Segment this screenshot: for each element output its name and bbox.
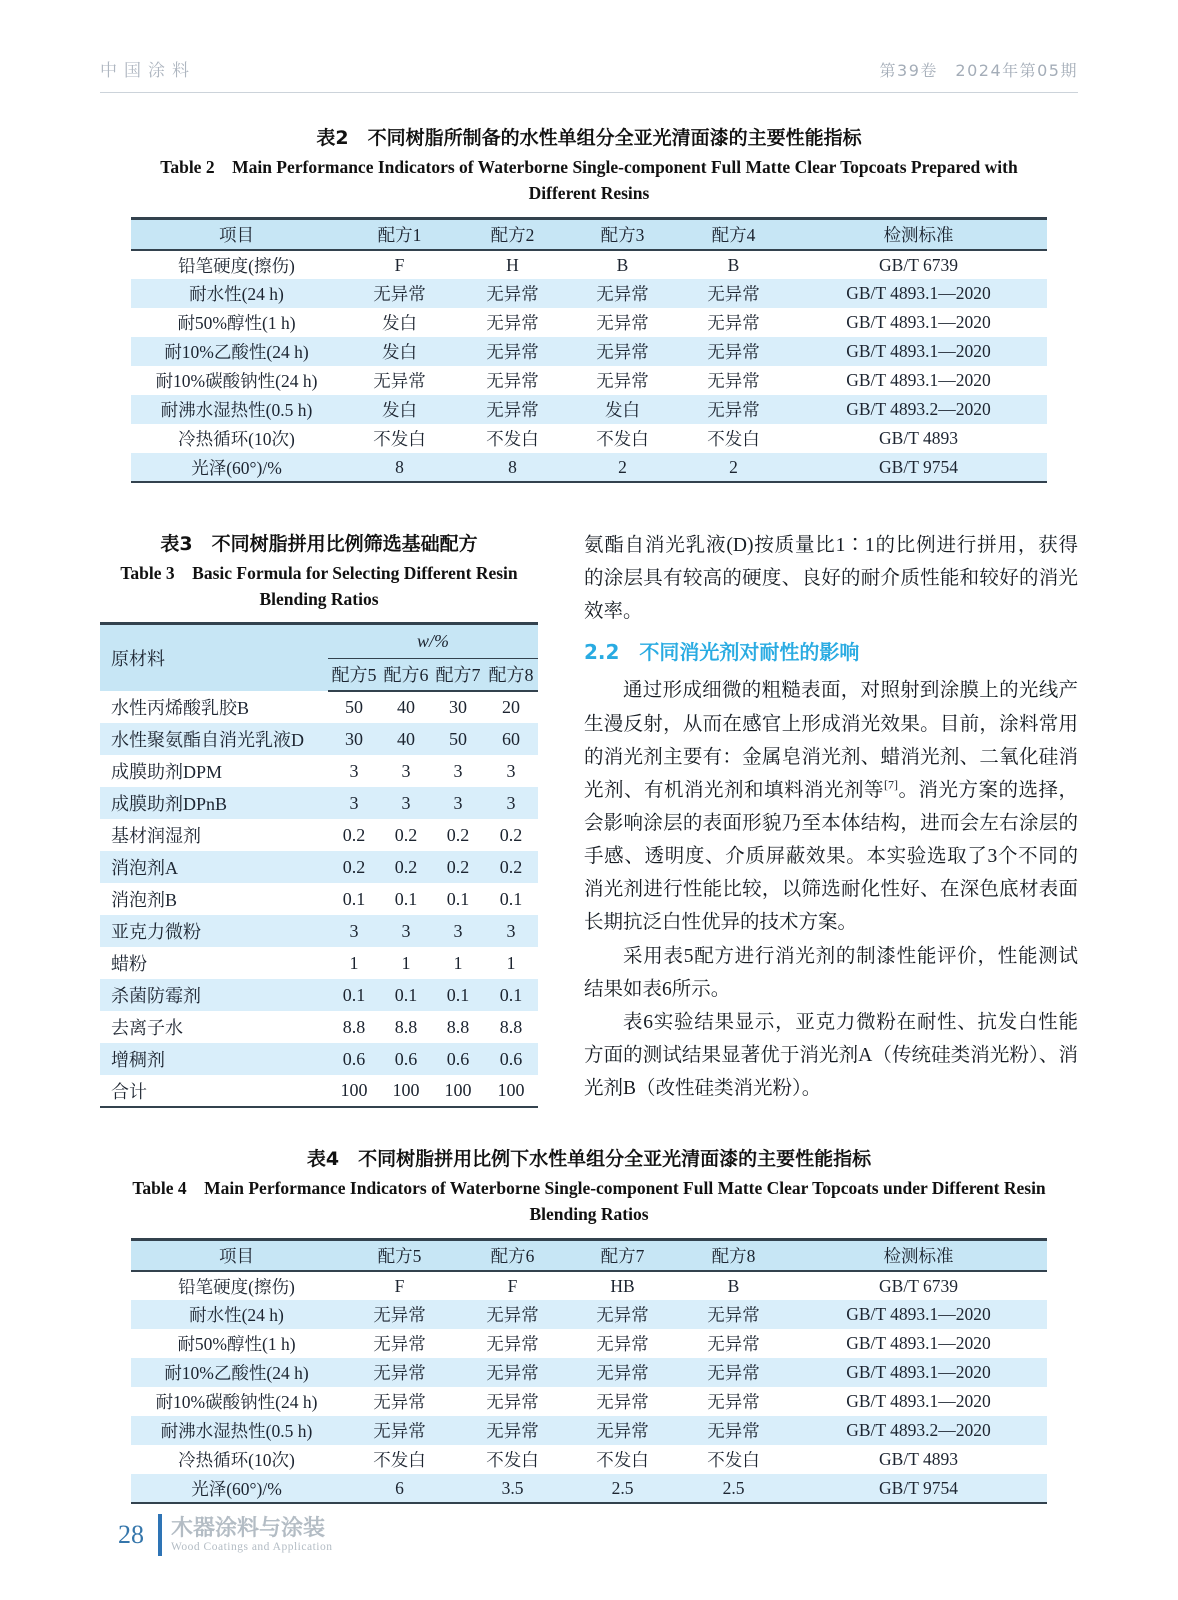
table4-section (100, 1144, 1078, 1504)
cell-value: 1 (453, 952, 463, 973)
table4 (131, 1238, 1047, 1505)
row-label: 去离子水 (111, 1018, 183, 1038)
column-header: 项目 (131, 1239, 342, 1271)
cell-value: 无异常 (486, 400, 539, 420)
running-head (100, 56, 1078, 93)
cell-value: GB/T 6739 (879, 254, 958, 275)
table-row (100, 723, 538, 755)
cell-value: 3 (401, 760, 411, 781)
table2-caption-en-line2: Different Resins (528, 183, 650, 204)
table-row (100, 755, 538, 787)
cell-value: 发白 (605, 400, 640, 420)
cell-value: HB (610, 1275, 635, 1296)
cell-value: 0.2 (342, 824, 366, 845)
cell-value: 0.2 (394, 824, 418, 845)
table-row (100, 1043, 538, 1075)
cell-value: GB/T 4893.1—2020 (846, 1304, 991, 1324)
page-number: 28 (118, 1520, 144, 1549)
table4-caption-en-line2: Blending Ratios (529, 1204, 649, 1225)
cell-value: 8 (508, 456, 517, 477)
cell-value: 0.2 (342, 856, 366, 877)
cell-value: 不发白 (373, 1450, 426, 1470)
row-label: 耐10%乙酸性(24 h) (164, 1363, 309, 1383)
cell-value: GB/T 9754 (879, 456, 958, 477)
cell-value: 0.6 (394, 1048, 418, 1069)
cell-value: 3 (349, 792, 359, 813)
cell-value: 3 (453, 760, 463, 781)
cell-value: 不发白 (486, 1450, 539, 1470)
section-heading-2-2: 2.2 不同消光剂对耐性的影响 (584, 640, 860, 665)
table-row (100, 691, 538, 723)
cell-value: 40 (397, 728, 415, 749)
cell-value: 100 (497, 1080, 525, 1100)
cell-value: 3 (349, 920, 359, 941)
column-header: 配方8 (484, 658, 538, 691)
table-row (131, 1271, 1047, 1300)
table-row (100, 851, 538, 883)
column-header: 检测标准 (790, 1239, 1047, 1271)
cell-value: GB/T 4893.1—2020 (846, 283, 991, 303)
table-row (131, 424, 1047, 453)
cell-value: GB/T 6739 (879, 1275, 958, 1296)
cell-value: 无异常 (373, 371, 426, 391)
cell-value: 0.2 (446, 856, 470, 877)
cell-value: 无异常 (486, 342, 539, 362)
column-header: 配方7 (568, 1239, 677, 1271)
cell-value: 无异常 (596, 1305, 649, 1325)
cell-value: 2.5 (611, 1477, 634, 1498)
column-header: 配方6 (380, 658, 432, 691)
table-row (131, 1445, 1047, 1474)
paragraph: 采用表5配方进行消光剂的制漆性能评价，性能测试结果如表6所示。 (584, 945, 1078, 1000)
table-row (131, 279, 1047, 308)
cell-value: 0.2 (499, 824, 523, 845)
issue-info: 第39卷 2024年第05期 (879, 61, 1078, 80)
footer-section (171, 1517, 332, 1553)
table-row (100, 787, 538, 819)
table2-section (100, 123, 1078, 483)
cell-value: 0.6 (446, 1048, 470, 1069)
cell-value: B (727, 254, 740, 275)
row-label: 杀菌防霉剂 (111, 986, 201, 1006)
cell-value: 2 (618, 456, 627, 477)
table-row (100, 883, 538, 915)
cell-value: 2.5 (722, 1477, 745, 1498)
cell-value: 6 (395, 1477, 404, 1498)
column-header: 配方4 (677, 218, 790, 250)
cell-value: GB/T 4893 (879, 428, 958, 448)
cell-value: 无异常 (707, 1334, 760, 1354)
cell-value: 3 (506, 760, 516, 781)
row-label: 耐10%乙酸性(24 h) (164, 342, 309, 362)
cell-value: 无异常 (707, 342, 760, 362)
column-header: 配方2 (457, 218, 568, 250)
column-header: 配方3 (568, 218, 677, 250)
cell-value: 无异常 (486, 1363, 539, 1383)
cell-value: 0.2 (394, 856, 418, 877)
cell-value: 无异常 (707, 1421, 760, 1441)
row-label: 亚克力微粉 (111, 922, 201, 942)
cell-value: 无异常 (707, 1363, 760, 1383)
column-header: 配方5 (328, 658, 380, 691)
cell-value: 8.8 (342, 1016, 366, 1037)
row-label: 耐水性(24 h) (189, 1305, 284, 1325)
footer-accent-bar (158, 1514, 162, 1556)
column-header: 配方8 (677, 1239, 790, 1271)
cell-value: 3 (453, 792, 463, 813)
row-label: 光泽(60°)/% (191, 1478, 282, 1499)
table4-header-row (131, 1239, 1047, 1271)
cell-value: 无异常 (486, 1305, 539, 1325)
row-label: 耐10%碳酸钠性(24 h) (155, 1392, 318, 1412)
cell-value: 8 (395, 456, 404, 477)
cell-value: B (616, 254, 629, 275)
cell-value: GB/T 4893.1—2020 (846, 1362, 991, 1382)
cell-value: 0.2 (499, 856, 523, 877)
column-header: 配方5 (342, 1239, 457, 1271)
cell-value: 无异常 (596, 1334, 649, 1354)
cell-value: 1 (506, 952, 516, 973)
column-header: 检测标准 (790, 218, 1047, 250)
table3-caption-en-line1: Table 3 Basic Formula for Selecting Different Resin (120, 563, 518, 583)
table4-caption-en (100, 1175, 1078, 1228)
cell-value: 不发白 (596, 429, 649, 449)
cell-value: 发白 (382, 400, 417, 420)
cell-value: 无异常 (707, 400, 760, 420)
cell-value: 30 (449, 697, 467, 717)
footer-section-cn: 木器涂料与涂装 (171, 1515, 326, 1541)
cell-value: 无异常 (373, 284, 426, 304)
cell-value: 0.1 (394, 984, 418, 1005)
row-label: 成膜助剂DPM (111, 762, 223, 782)
cell-value: GB/T 9754 (879, 1477, 958, 1498)
cell-value: GB/T 4893 (879, 1449, 958, 1469)
cell-value: 3 (401, 920, 411, 941)
cell-value: 无异常 (707, 313, 760, 333)
cell-value: 不发白 (596, 1450, 649, 1470)
cell-value: 无异常 (373, 1392, 426, 1412)
row-label: 消泡剂B (111, 890, 178, 910)
cell-value: 0.1 (446, 984, 470, 1005)
cell-value: 0.1 (499, 888, 523, 909)
table-row (131, 337, 1047, 366)
cell-value: F (394, 254, 405, 275)
table2-header-row (131, 218, 1047, 250)
cell-value: 无异常 (486, 284, 539, 304)
cell-value: 3 (349, 760, 359, 781)
cell-value: 发白 (382, 342, 417, 362)
paragraph: 氨酯自消光乳液(D)按质量比1∶1的比例进行拼用，获得的涂层具有较高的硬度、良好的耐介质性能和较好的消光效率。 (584, 535, 1078, 623)
cell-value: 50 (449, 728, 467, 749)
cell-value: GB/T 4893.1—2020 (846, 1333, 991, 1353)
cell-value: 100 (340, 1080, 368, 1100)
table-row (131, 250, 1047, 279)
table-row (131, 1300, 1047, 1329)
cell-value: 无异常 (486, 1421, 539, 1441)
cell-value: 无异常 (373, 1363, 426, 1383)
row-label: 基材润湿剂 (111, 826, 201, 846)
cell-value: 0.1 (394, 888, 418, 909)
cell-value: 3 (506, 792, 516, 813)
table-row (131, 395, 1047, 424)
row-label: 铅笔硬度(擦伤) (178, 1276, 295, 1297)
cell-value: 0.1 (446, 888, 470, 909)
row-label: 冷热循环(10次) (178, 1450, 295, 1470)
cell-value: 无异常 (373, 1305, 426, 1325)
cell-value: 无异常 (596, 284, 649, 304)
cell-value: 不发白 (707, 1450, 760, 1470)
cell-value: 无异常 (596, 1363, 649, 1383)
row-label: 耐沸水湿热性(0.5 h) (160, 1421, 313, 1441)
row-label: 耐水性(24 h) (189, 284, 284, 304)
cell-value: 无异常 (373, 1334, 426, 1354)
table2-caption-en (100, 154, 1078, 207)
cell-value: 0.1 (342, 888, 366, 909)
cell-value: 不发白 (707, 429, 760, 449)
row-label: 水性聚氨酯自消光乳液D (111, 730, 304, 750)
table-row (100, 1011, 538, 1043)
cell-value: 无异常 (486, 1334, 539, 1354)
cell-value: 1 (349, 952, 359, 973)
table2-caption-cn: 表2 不同树脂所制备的水性单组分全亚光清面漆的主要性能指标 (316, 127, 862, 149)
row-label: 合计 (111, 1081, 147, 1102)
cell-value: 2 (729, 456, 738, 477)
cell-value: 无异常 (707, 371, 760, 391)
cell-value: 0.1 (499, 984, 523, 1005)
cell-value: 60 (502, 728, 520, 749)
cell-value: 无异常 (707, 1392, 760, 1412)
cell-value: 40 (397, 697, 415, 717)
cell-value: 无异常 (486, 1392, 539, 1412)
cell-value: 不发白 (486, 429, 539, 449)
row-label: 蜡粉 (111, 954, 147, 974)
cell-value: GB/T 4893.1—2020 (846, 370, 991, 390)
cell-value: 100 (444, 1080, 472, 1100)
row-label: 消泡剂A (111, 858, 178, 878)
row-label: 成膜助剂DPnB (111, 794, 228, 814)
cell-value: 8.8 (394, 1016, 418, 1037)
table-row (100, 819, 538, 851)
cell-value: 0.6 (342, 1048, 366, 1069)
cell-value: 3 (401, 792, 411, 813)
column-header-wpercent: w/% (328, 623, 538, 658)
cell-value: F (394, 1275, 405, 1296)
row-label: 耐10%碳酸钠性(24 h) (155, 371, 318, 391)
cell-value: 无异常 (707, 284, 760, 304)
cell-value: 0.6 (499, 1048, 523, 1069)
table-row (131, 1474, 1047, 1503)
cell-value: 3 (453, 920, 463, 941)
table3 (100, 622, 538, 1109)
paragraph: 通过形成细微的粗糙表面，对照射到涂膜上的光线产生漫反射，从而在感官上形成消光效果。目前，涂料常用的消光剂主要有：金属皂消光剂、蜡消光剂、二氧化硅消光剂、有机消光剂和填料消光剂等[7]。消光方案的选择，会影响涂层的表面形貌乃至本体结构，进而会左右涂层的手感、透明度、介质屏蔽效果。本实验选取了3个不同的消光剂进行性能比较，以筛选耐化性好、在深色底材表面长期抗泛白性优异的技术方案。 (584, 680, 1078, 934)
cell-value: F (507, 1275, 518, 1296)
cell-value: 无异常 (486, 313, 539, 333)
table-row (100, 979, 538, 1011)
cell-value: 无异常 (596, 313, 649, 333)
cell-value: 50 (345, 697, 363, 717)
cell-value: 100 (392, 1080, 420, 1100)
row-label: 冷热循环(10次) (178, 429, 295, 449)
cell-value: H (506, 254, 519, 275)
paragraph: 表6实验结果显示，亚克力微粉在耐性、抗发白性能方面的测试结果显著优于消光剂A（传统硅类消光粉）、消光剂B（改性硅类消光粉）。 (584, 1011, 1078, 1100)
cell-value: 8.8 (499, 1016, 523, 1037)
row-label: 水性丙烯酸乳胶B (111, 698, 250, 718)
cell-value: GB/T 4893.1—2020 (846, 341, 991, 361)
row-label: 耐50%醇性(1 h) (177, 313, 296, 333)
table3-caption-en-line2: Blending Ratios (259, 589, 379, 610)
column-header: 项目 (131, 218, 342, 250)
table-row (131, 1329, 1047, 1358)
table3-section (100, 529, 538, 1108)
cell-value: 无异常 (486, 371, 539, 391)
cell-value: 3 (506, 920, 516, 941)
column-header: 配方7 (432, 658, 484, 691)
citation-ref: [7] (883, 777, 898, 792)
table3-caption-cn: 表3 不同树脂拼用比例筛选基础配方 (160, 533, 478, 555)
table-row (131, 366, 1047, 395)
table-row (131, 308, 1047, 337)
cell-value: 20 (502, 697, 520, 717)
two-column-section (100, 529, 1078, 1108)
table-row (131, 1416, 1047, 1445)
column-header: 配方6 (457, 1239, 568, 1271)
cell-value: 无异常 (596, 371, 649, 391)
cell-value: 8.8 (446, 1016, 470, 1037)
page-footer (118, 1514, 332, 1556)
cell-value: GB/T 4893.1—2020 (846, 1391, 991, 1411)
table3-header-row1 (100, 623, 538, 658)
cell-value: 0.1 (342, 984, 366, 1005)
cell-value: GB/T 4893.2—2020 (846, 1420, 991, 1440)
footer-section-en: Wood Coatings and Application (171, 1541, 333, 1554)
cell-value: 无异常 (596, 1421, 649, 1441)
row-label: 耐沸水湿热性(0.5 h) (160, 400, 313, 420)
row-label: 增稠剂 (111, 1050, 165, 1070)
right-column (584, 529, 1078, 1108)
cell-value: 0.2 (446, 824, 470, 845)
cell-value: 30 (345, 728, 363, 749)
cell-value: 无异常 (373, 1421, 426, 1441)
cell-value: 3.5 (501, 1477, 524, 1498)
table-row (100, 915, 538, 947)
column-header: 配方1 (342, 218, 457, 250)
cell-value: 不发白 (373, 429, 426, 449)
cell-value: 发白 (382, 313, 417, 333)
table-row (131, 1387, 1047, 1416)
cell-value: 1 (401, 952, 411, 973)
column-header: 原材料 (111, 648, 165, 669)
cell-value: 无异常 (596, 1392, 649, 1412)
cell-value: GB/T 4893.1—2020 (846, 312, 991, 332)
table-row (131, 1358, 1047, 1387)
table3-caption-en (100, 560, 538, 613)
journal-name: 中国涂料 (100, 61, 196, 81)
table2 (131, 217, 1047, 484)
left-column (100, 529, 562, 1108)
cell-value: B (727, 1275, 740, 1296)
row-label: 光泽(60°)/% (191, 457, 282, 478)
table-row (100, 1075, 538, 1107)
table-row (131, 453, 1047, 482)
cell-value: 无异常 (596, 342, 649, 362)
row-label: 耐50%醇性(1 h) (177, 1334, 296, 1354)
cell-value: 无异常 (707, 1305, 760, 1325)
cell-value: GB/T 4893.2—2020 (846, 399, 991, 419)
row-label: 铅笔硬度(擦伤) (178, 255, 295, 276)
table4-caption-en-line1: Table 4 Main Performance Indicators of Waterborne Single-component Full Matte Clear Topcoats under Different Resin (132, 1178, 1046, 1198)
table-row (100, 947, 538, 979)
table4-caption-cn: 表4 不同树脂拼用比例下水性单组分全亚光清面漆的主要性能指标 (306, 1148, 872, 1170)
table2-caption-en-line1: Table 2 Main Performance Indicators of Waterborne Single-component Full Matte Clear Topcoats Prepared with (160, 157, 1018, 177)
